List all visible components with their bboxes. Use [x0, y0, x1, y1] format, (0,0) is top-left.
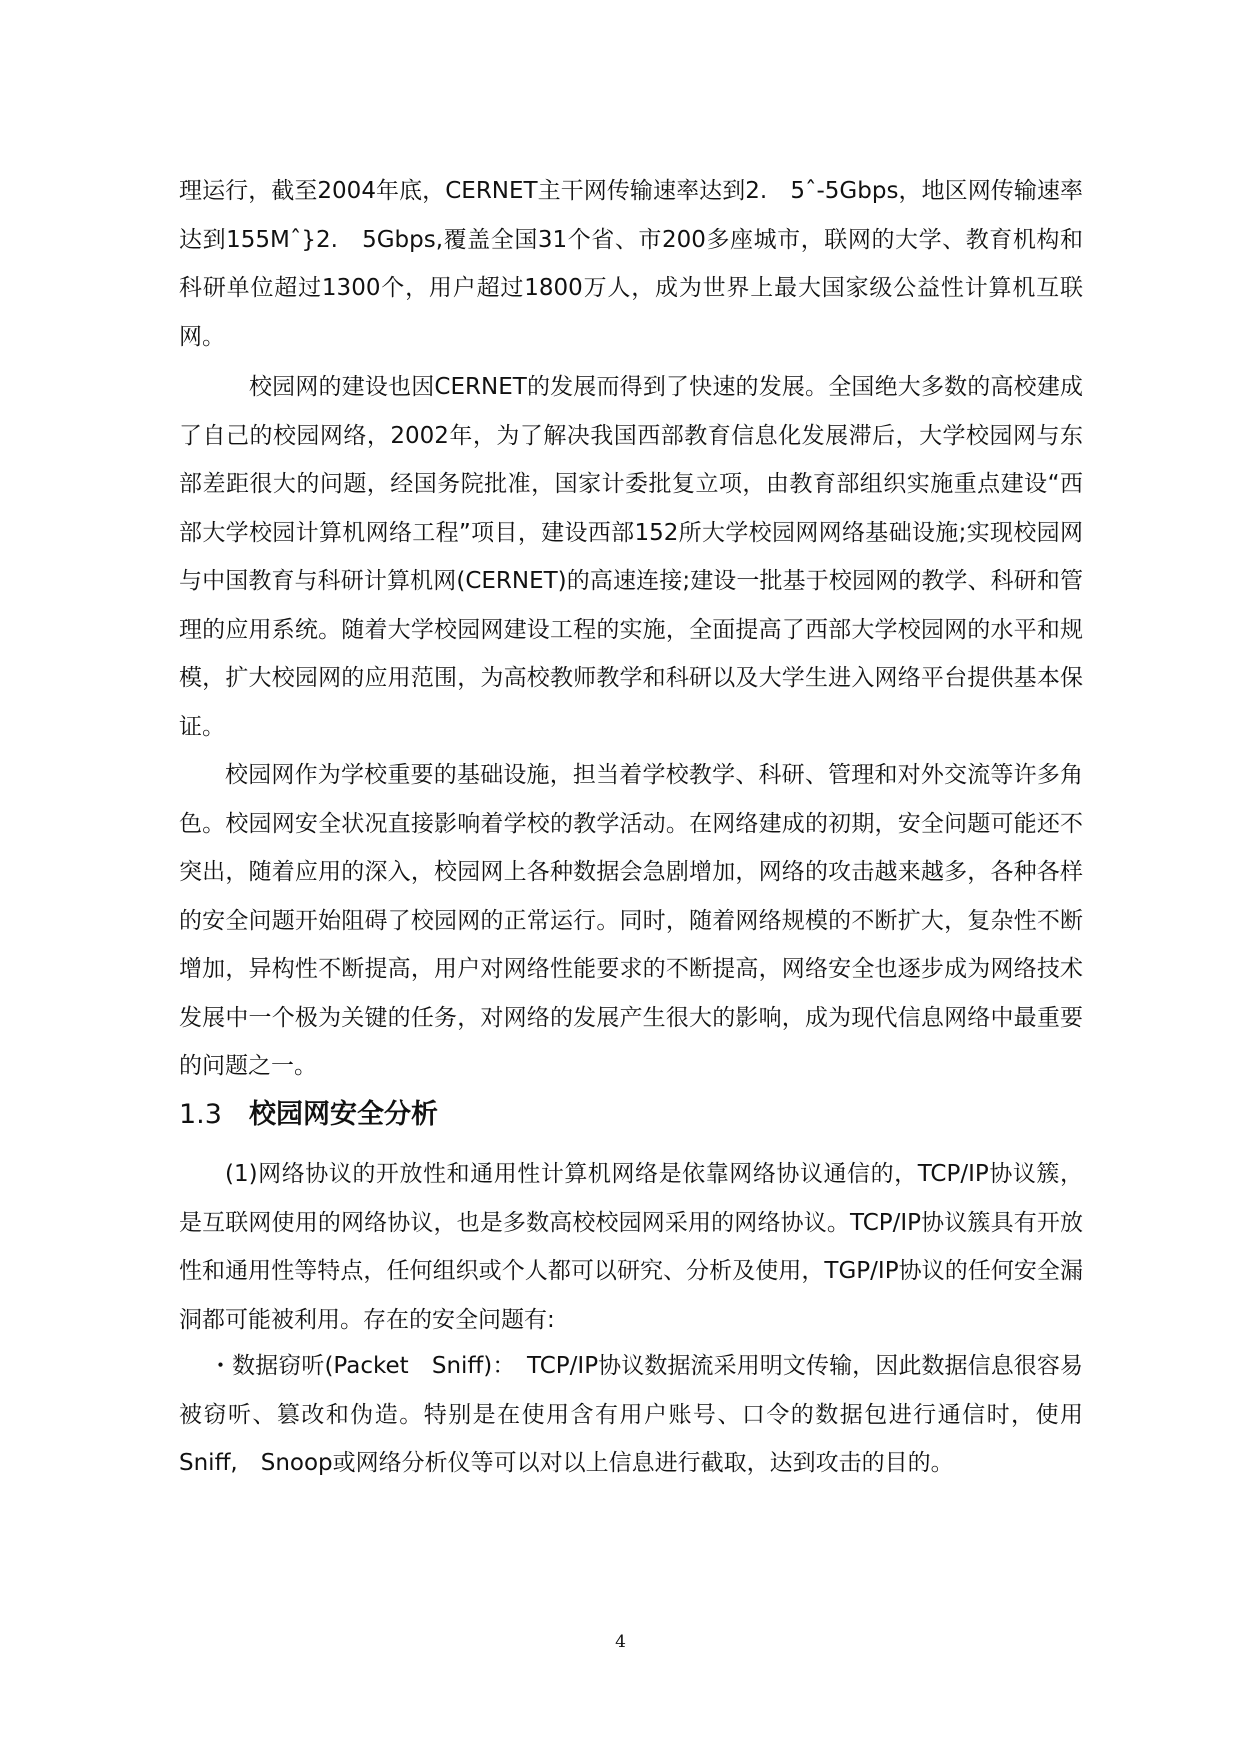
section-heading	[179, 1095, 438, 1135]
paragraph-packet-sniff	[179, 1342, 1083, 1488]
paragraph-protocol-openness	[179, 1150, 1083, 1344]
page-number: 4	[615, 1632, 626, 1652]
paragraph-text: 校园网作为学校重要的基础设施，担当着学校教学、科研、管理和对外交流等许多角色。校园网安全状况直接影响着学校的教学活动。在网络建成的初期，安全问题可能还不突出，随着应用的深入，校园网上各种数据会急剧增加，网络的攻击越来越多，各种各样的安全问题开始阻碍了校园网的正常运行。同时，随着网络规模的不断扩大，复杂性不断增加，异构性不断提高，用户对网络性能要求的不断提高，网络安全也逐步成为网络技术发展中一个极为关键的任务，对网络的发展产生很大的影响，成为现代信息网络中最重要的问题之一。	[179, 762, 1083, 1079]
paragraph-cernet-speed	[179, 167, 1083, 361]
paragraph-text: 理运行，截至2004年底，CERNET主干网传输速率达到2. 5ˆ-5Gbps，地区网传输速率达到155Mˆ}2. 5Gbps,覆盖全国31个省、市200多座城市，联网的大学、教育机构和科研单位超过1300个，用户超过1800万人，成为世界上最大国家级公益性计算机互联网。	[179, 178, 1083, 350]
paragraph-campus-network-role	[179, 751, 1083, 1091]
section-title: 校园网安全分析	[249, 1099, 438, 1130]
paragraph-text: (1)网络协议的开放性和通用性计算机网络是依靠网络协议通信的，TCP/IP协议簇，是互联网使用的网络协议，也是多数高校校园网采用的网络协议。TCP/IP协议簇具有开放性和通用性等特点，任何组织或个人都可以研究、分析及使用，TGP/IP协议的任何安全漏洞都可能被利用。存在的安全问题有:	[179, 1161, 1083, 1333]
paragraph-campus-network-construction	[179, 363, 1083, 751]
section-number: 1.3	[179, 1099, 222, 1130]
paragraph-text: 校园网的建设也因CERNET的发展而得到了快速的发展。全国绝大多数的高校建成了自己的校园网络，2002年，为了解决我国西部教育信息化发展滞后，大学校园网与东部差距很大的问题，经国务院批准，国家计委批复立项，由教育部组织实施重点建设“西部大学校园计算机网络工程”项目，建设西部152所大学校园网网络基础设施;实现校园网与中国教育与科研计算机网(CERNET)的高速连接;建设一批基于校园网的教学、科研和管理的应用系统。随着大学校园网建设工程的实施，全面提高了西部大学校园网的水平和规模，扩大校园网的应用范围，为高校教师教学和科研以及大学生进入网络平台提供基本保证。	[179, 374, 1083, 740]
paragraph-text: ・数据窃听(Packet Sniff)： TCP/IP协议数据流采用明文传输，因此数据信息很容易被窃听、篡改和伪造。特别是在使用含有用户账号、口令的数据包进行通信时，使用Sniff, Snoop或网络分析仪等可以对以上信息进行截取，达到攻击的目的。	[179, 1353, 1083, 1476]
